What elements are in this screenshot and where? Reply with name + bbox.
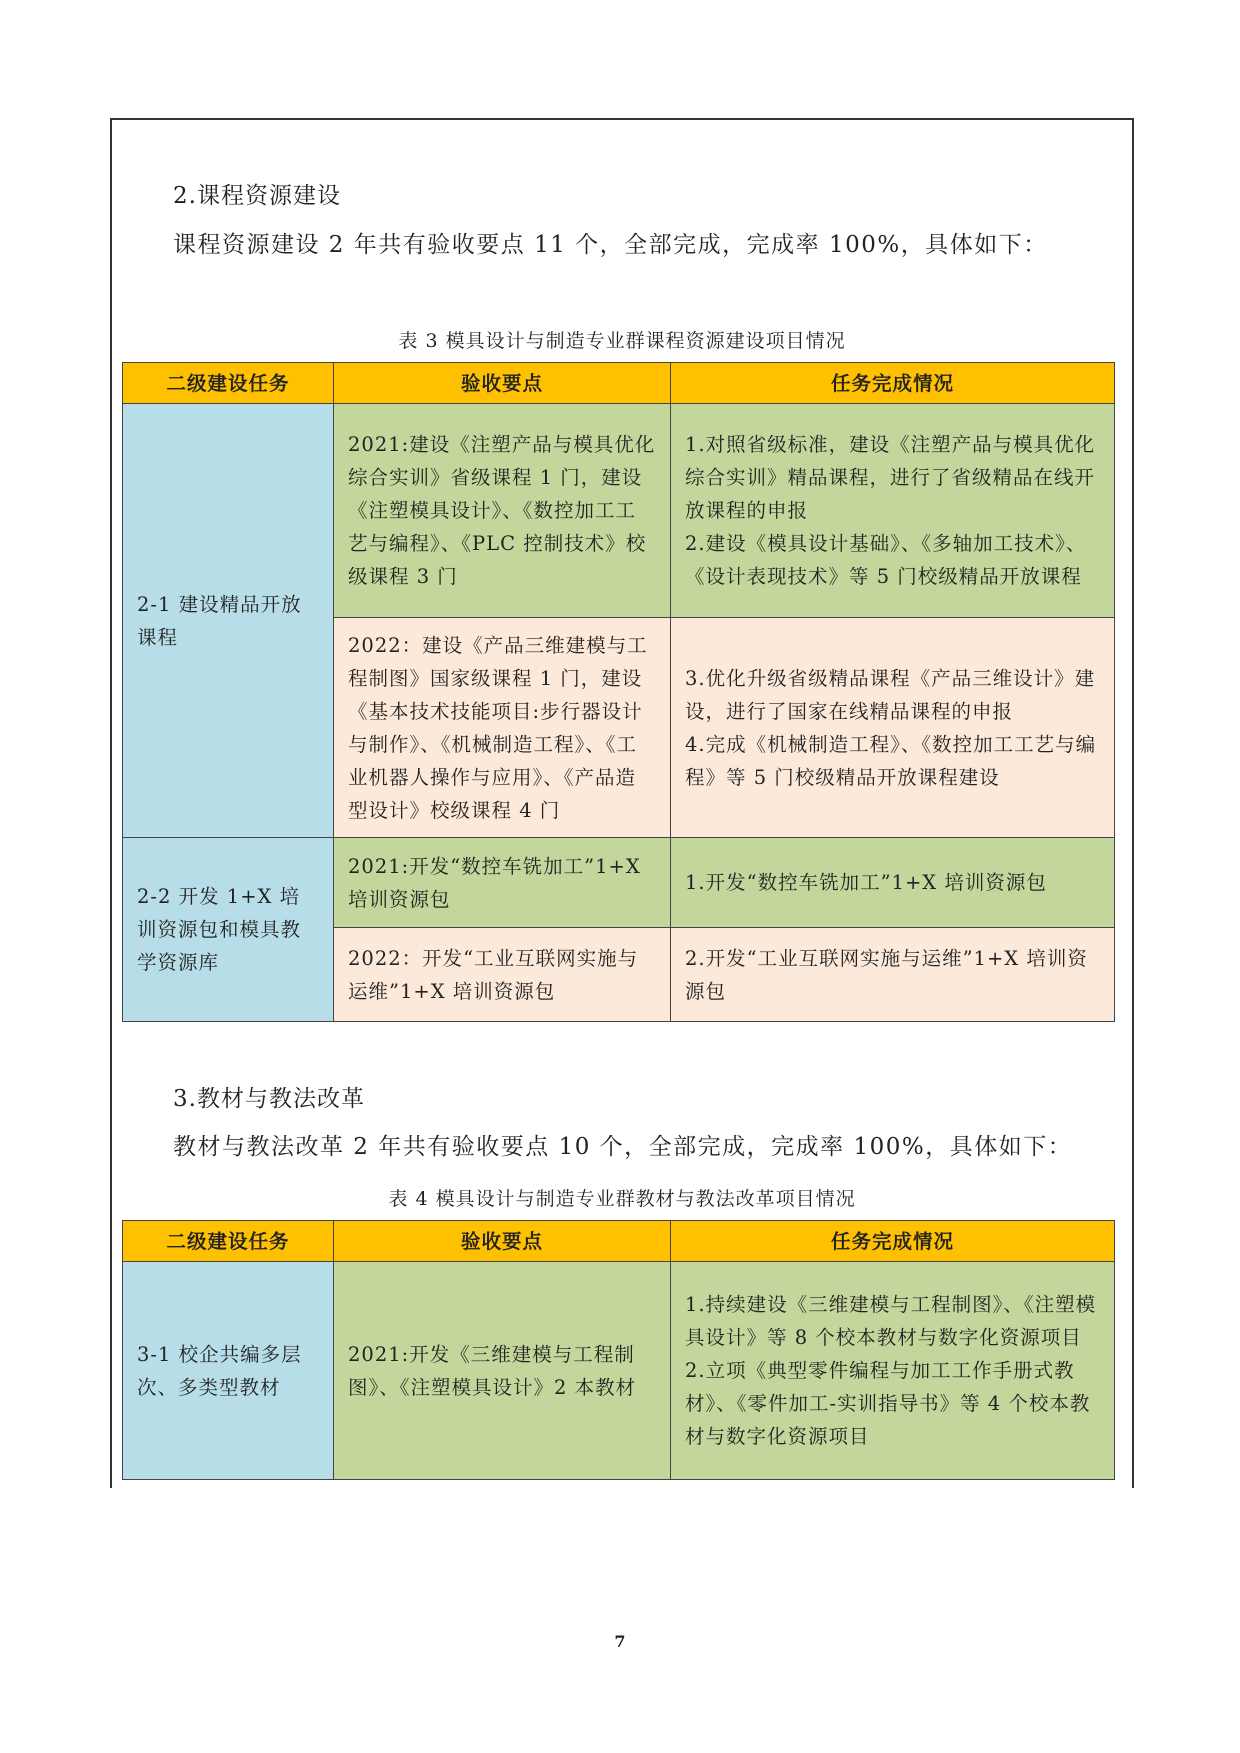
table-4-caption: 表 4 模具设计与制造专业群教材与教法改革项目情况 xyxy=(388,1188,856,1210)
table-row xyxy=(123,404,1115,618)
status-cell: 3.优化升级省级精品课程《产品三维设计》建设，进行了国家在线精品课程的申报 4.完成《机械制造工程》、《数控加工工艺与编程》等 5 门校级精品开放课程建设 xyxy=(671,618,1115,838)
table-3 xyxy=(122,362,1115,1022)
section-3-heading: 3.教材与教法改革 xyxy=(173,1086,365,1112)
task-cell: 3-1 校企共编多层次、多类型教材 xyxy=(123,1262,334,1480)
header-status: 任务完成情况 xyxy=(671,363,1115,404)
header-point: 验收要点 xyxy=(334,363,671,404)
section-2-heading: 2.课程资源建设 xyxy=(173,183,341,209)
task-cell: 2-2 开发 1+X 培训资源包和模具教学资源库 xyxy=(123,838,334,1022)
table-3-caption: 表 3 模具设计与制造专业群课程资源建设项目情况 xyxy=(398,330,846,352)
point-cell: 2022：开发“工业互联网实施与运维”1+X 培训资源包 xyxy=(334,928,671,1022)
header-task: 二级建设任务 xyxy=(123,1221,334,1262)
table-header-row xyxy=(123,1221,1115,1262)
header-task: 二级建设任务 xyxy=(123,363,334,404)
page-number: 7 xyxy=(614,1632,626,1651)
point-cell: 2021:开发“数控车铣加工”1+X 培训资源包 xyxy=(334,838,671,928)
section-2-intro: 课程资源建设 2 年共有验收要点 11 个，全部完成，完成率 100%，具体如下： xyxy=(173,232,1048,258)
task-cell: 2-1 建设精品开放课程 xyxy=(123,404,334,838)
section-3-intro: 教材与教法改革 2 年共有验收要点 10 个，全部完成，完成率 100%，具体如下： xyxy=(173,1134,1073,1160)
point-cell: 2021:建设《注塑产品与模具优化综合实训》省级课程 1 门，建设《注塑模具设计》、《数控加工工艺与编程》、《PLC 控制技术》校级课程 3 门 xyxy=(334,404,671,618)
status-cell: 1.开发“数控车铣加工”1+X 培训资源包 xyxy=(671,838,1115,928)
point-cell: 2021:开发《三维建模与工程制图》、《注塑模具设计》2 本教材 xyxy=(334,1262,671,1480)
status-cell: 1.对照省级标准，建设《注塑产品与模具优化综合实训》精品课程，进行了省级精品在线开放课程的申报 2.建设《模具设计基础》、《多轴加工技术》、《设计表现技术》等 5 门校级精品开放课程 xyxy=(671,404,1115,618)
table-row xyxy=(123,1262,1115,1480)
table-4 xyxy=(122,1220,1115,1480)
status-cell: 2.开发“工业互联网实施与运维”1+X 培训资源包 xyxy=(671,928,1115,1022)
table-row xyxy=(123,838,1115,928)
header-status: 任务完成情况 xyxy=(671,1221,1115,1262)
header-point: 验收要点 xyxy=(334,1221,671,1262)
point-cell: 2022：建设《产品三维建模与工程制图》国家级课程 1 门，建设《基本技术技能项目:步行器设计与制作》、《机械制造工程》、《工业机器人操作与应用》、《产品造型设计》校级课程 4 门 xyxy=(334,618,671,838)
table-header-row xyxy=(123,363,1115,404)
status-cell: 1.持续建设《三维建模与工程制图》、《注塑模具设计》等 8 个校本教材与数字化资源项目 2.立项《典型零件编程与加工工作手册式教材》、《零件加工-实训指导书》等 4 个校本教材与数字化资源项目 xyxy=(671,1262,1115,1480)
